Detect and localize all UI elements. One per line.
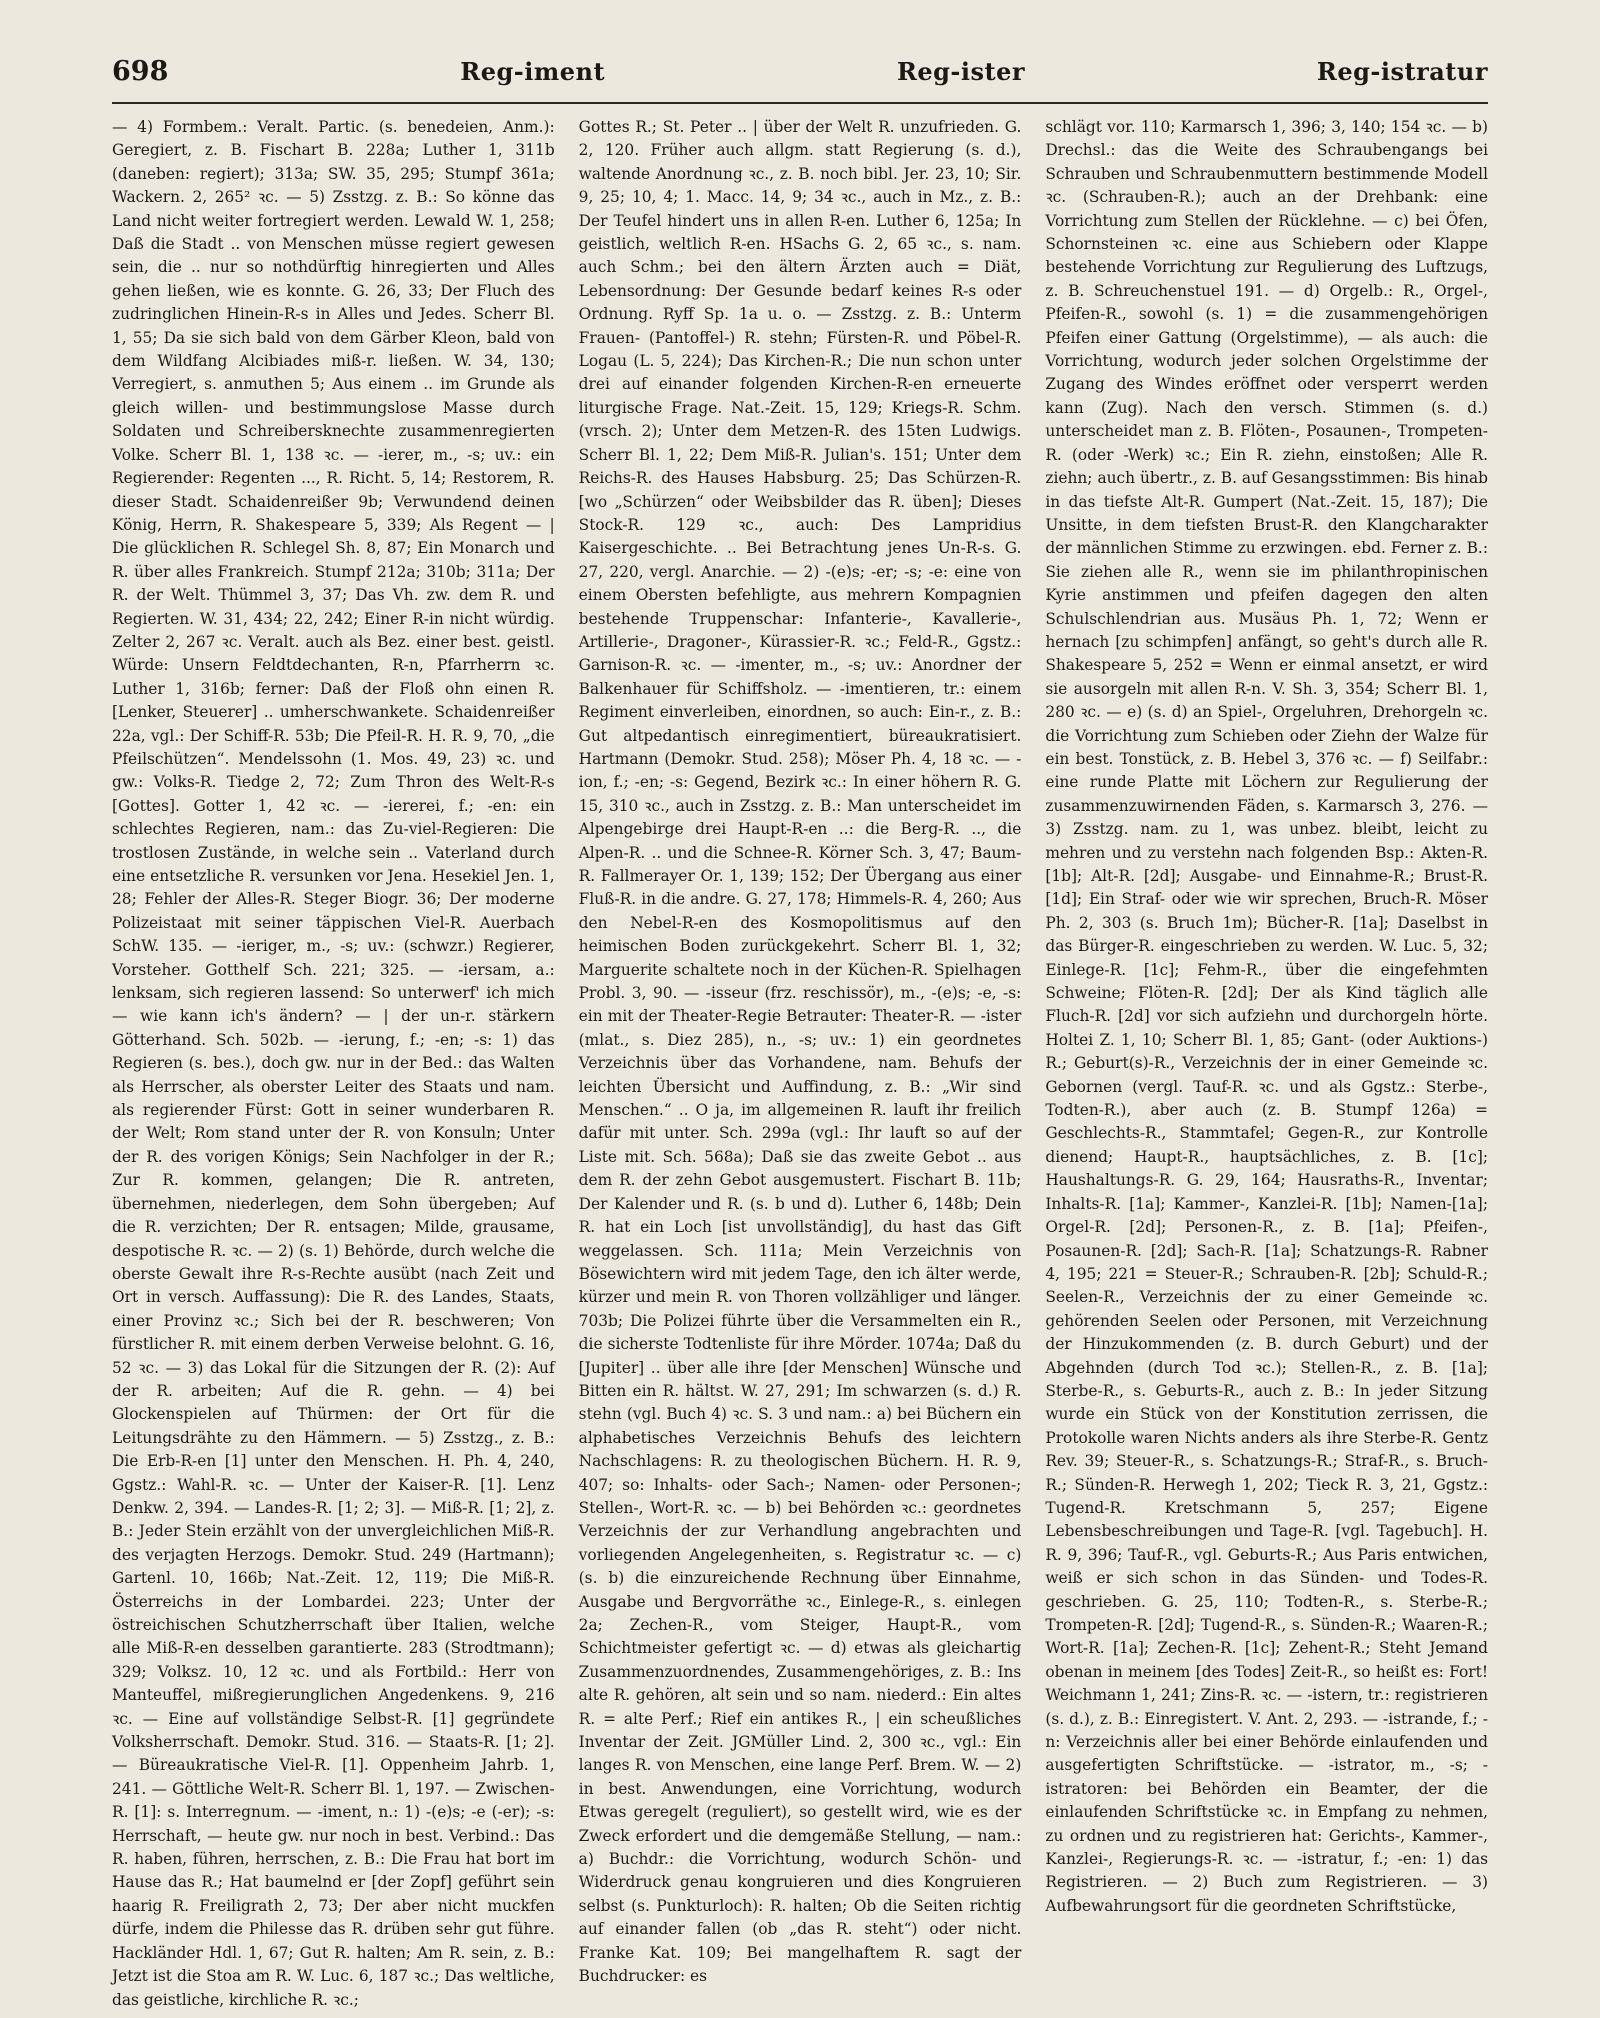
column-left xyxy=(112,116,555,2009)
page-number: 698 xyxy=(112,56,169,87)
column-middle-text: Gottes R.; St. Peter .. | über der Welt R. unzufrieden. G. 2, 120. Früher auch allgm. statt Regierung (s. d.), waltende Anordnung ꝛc., z. B. noch bibl. Jer. 23, 10; Sir. 9, 25; 10, 4; 1. Macc. 14, 9; 34 ꝛc., auch in Mz., z. B.: Der Teufel hindert uns in allen R-en. Luther 6, 125a; In geistlich, weltlich R-en. HSachs G. 2, 65 ꝛc., s. nam. auch Schm.; bei den ältern Ärzten auch = Diät, Lebensordnung: Der Gesunde bedarf keines R-s oder Ordnung. Ryff Sp. 1a u. o. — Zsstzg. z. B.: Unterm Frauen- (Pantoffel-) R. stehn; Fürsten-R. und Pöbel-R. Logau (L. 5, 224); Das Kirchen-R.; Die nun schon unter drei auf einander folgenden Kirchen-R-en erneuerte liturgische Frage. Nat.-Zeit. 15, 129; Kriegs-R. Schm. (vrsch. 2); Unter dem Metzen-R. des 15ten Ludwigs. Scherr Bl. 1, 22; Dem Miß-R. Julian's. 151; Unter dem Reichs-R. des Hauses Habsburg. 25; Das Schürzen-R. [wo „Schürzen“ oder Weibsbilder das R. üben]; Dieses Stock-R. 129 ꝛc., auch: Des Lampridius Kaisergeschichte. .. Bei Betrachtung jenes Un-R-s. G. 27, 220, vergl. Anarchie. — 2) -(e)s; -er; -s; -e: eine von einem Obersten befehligte, aus mehrern Kompagnien bestehende Truppenschar: Infanterie-, Kavallerie-, Artillerie-, Dragoner-, Kürassier-R. ꝛc.; Feld-R., Ggstz.: Garnison-R. ꝛc. — -imenter, m., -s; uv.: Anordner der Balkenhauer für Schiffsholz. — -imentieren, tr.: einem Regiment einverleiben, einordnen, so auch: Ein-r., z. B.: Gut altpedantisch einregimentiert, büreaukratisiert. Hartmann (Demokr. Stud. 258); Möser Ph. 4, 18 ꝛc. — -ion, f.; -en; -s: Gegend, Bezirk ꝛc.: In einer höhern R. G. 15, 310 ꝛc., auch in Zsstzg. z. B.: Man unterscheidet im Alpengebirge drei Haupt-R-en ..: die Berg-R. .., die Alpen-R. .. und die Schnee-R. Körner Sch. 3, 47; Baum-R. Fallmerayer Or. 1, 139; 152; Der Übergang aus einer Fluß-R. in die andre. G. 27, 178; Himmels-R. 4, 260; Aus den Nebel-R-en des Kosmopolitismus auf den heimischen Boden zurückgekehrt. Scherr Bl. 1, 32; Marguerite schaltete noch in der Küchen-R. Spielhagen Probl. 3, 90. — -isseur (frz. reschissör), m., -(e)s; -e, -s: ein mit der Theater-Regie Betrauter: Theater-R. — -ister (mlat., s. Diez 285), n., -s; uv.: 1) ein geordnetes Verzeichnis über das Vorhandene, nam. Behufs der leichten Übersicht und Auffindung, z. B.: „Wir sind Menschen.“ .. O ja, im allgemeinen R. lauft ihr freilich dafür mit unter. Sch. 299a (vgl.: Ihr lauft so auf der Liste mit. Sch. 568a); Daß sie das zweite Gebot .. aus dem R. der zehn Gebot ausgemustert. Fischart B. 11b; Der Kalender und R. (s. b und d). Luther 6, 148b; Dein R. hat ein Loch [ist unvollständig], du hast das Gift weggelassen. Sch. 111a; Mein Verzeichnis von Bösewichtern wird mit jedem Tage, den ich älter werde, kürzer und mein R. von Thoren vollzähliger und länger. 703b; Die Polizei führte über die Versammelten ein R., die sicherste Todtenliste für ihre Mörder. 1074a; Daß du [Jupiter] .. über alle ihre [der Menschen] Wünsche und Bitten ein R. hältst. W. 27, 291; Im schwarzen (s. d.) R. stehn (vgl. Buch 4) ꝛc. S. 3 und nam.: a) bei Büchern ein alphabetisches Verzeichnis Behufs des leichtern Nachschlagens: R. zu theologischen Büchern. H. R. 9, 407; so: Inhalts- oder Sach-; Namen- oder Personen-; Stellen-, Wort-R. ꝛc. — b) bei Behörden ꝛc.: geordnetes Verzeichnis der zur Verhandlung angebrachten und vorliegenden Angelegenheiten, s. Registratur ꝛc. — c) (s. b) die einzureichende Rechnung über Einnahme, Ausgabe und Bergvorräthe ꝛc., Einlege-R., s. einlegen 2a; Zechen-R., vom Steiger, Haupt-R., vom Schichtmeister gefertigt ꝛc. — d) etwas als gleichartig Zusammenzuordnendes, Zusammengehöriges, z. B.: Ins alte R. gehören, alt sein und so nam. niederd.: Ein altes R. = alte Perf.; Rief ein antikes R., | ein scheußliches Inventar der Zeit. JGMüller Lind. 2, 300 ꝛc., vgl.: Ein langes R. von Menschen, eine lange Perf. Brem. W. — 2) in best. Anwendungen, eine Vorrichtung, wodurch Etwas geregelt (reguliert), so gestellt wird, wie es der Zweck erfordert und die demgemäße Stellung, — nam.: a) Buchdr.: die Vorrichtung, wodurch Schön- und Widerdruck genau kongruieren und dies Kongruieren selbst (s. Punkturloch): R. halten; Ob die Seiten richtig auf einander fallen (ob „das R. steht“) oder nicht. Franke Kat. 109; Bei mangelhaftem R. sagt der Buchdrucker: es xyxy=(578,118,1022,1986)
page-header xyxy=(112,56,1488,104)
text-columns xyxy=(112,116,1489,2009)
column-left-text: — 4) Formbem.: Veralt. Partic. (s. benedeien, Anm.): Geregiert, z. B. Fischart B. 228a; Luther 1, 311b (daneben: regiert); 313a; SW. 35, 295; Stumpf 361a; Wackern. 2, 265² ꝛc. — 5) Zsstzg. z. B.: So könne das Land nicht weiter fortregiert werden. Lewald W. 1, 258; Daß die Stadt .. von Menschen müsse regiert gewesen sein, die .. nur so nothdürftig hinregierten und Alles gehen ließen, wie es konnte. G. 26, 33; Der Fluch des zudringlichen Hinein-R-s in Alles und Jedes. Scherr Bl. 1, 55; Da sie sich bald von dem Gärber Kleon, bald von dem Wildfang Alcibiades miß-r. ließen. W. 34, 130; Verregiert, s. anmuthen 5; Aus einem .. im Grunde als gleich willen- und bestimmungslose Masse durch Soldaten und Schreibersknechte zusammenregierten Volke. Scherr Bl. 1, 138 ꝛc. — -ierer, m., -s; uv.: ein Regierender: Regenten ..., R. Richt. 5, 14; Restorem, R. dieser Stadt. Schaidenreißer 9b; Verwundend deinen König, Herrn, R. Shakespeare 5, 339; Als Regent — | Die glücklichen R. Schlegel Sh. 8, 87; Ein Monarch und R. über alles Frankreich. Stumpf 212a; 310b; 311a; Der R. der Welt. Thümmel 3, 37; Das Vh. zw. dem R. und Regierten. W. 31, 434; 22, 242; Einer R-in nicht würdig. Zelter 2, 267 ꝛc. Veralt. auch als Bez. einer best. geistl. Würde: Unsern Feldtdechanten, R-n, Pfarrherrn ꝛc. Luther 1, 316b; ferner: Daß der Floß ohn einen R. [Lenker, Steuerer] .. umherschwankete. Schaidenreißer 22a, vgl.: Der Schiff-R. 53b; Die Pfeil-R. H. R. 9, 70, „die Pfeilschützen“. Mendelssohn (1. Mos. 49, 23) ꝛc. und gw.: Volks-R. Tiedge 2, 72; Zum Thron des Welt-R-s [Gottes]. Gotter 1, 42 ꝛc. — -iererei, f.; -en: ein schlechtes Regieren, nam.: das Zu-viel-Regieren: Die trostlosen Zustände, in welche sein .. Vaterland durch eine entsetzliche R. versunken vor Jena. Hesekiel Jen. 1, 28; Fehler der Alles-R. Steger Biogr. 36; Der moderne Polizeistaat mit seiner täppischen Viel-R. Auerbach SchW. 135. — -ieriger, m., -s; uv.: (schwzr.) Regierer, Vorsteher. Gotthelf Sch. 221; 325. — -iersam, a.: lenksam, sich regieren lassend: So unterwerf' ich mich — wie kann ich's ändern? — | der un-r. stärkern Götterhand. Sch. 502b. — -ierung, f.; -en; -s: 1) das Regieren (s. bes.), doch gw. nur in der Bed.: das Walten als Herrscher, als oberster Leiter des Staats und nam. als regierender Fürst: Gott in seiner wunderbaren R. der Welt; Rom stand unter der R. von Konsuln; Unter der R. des vorigen Königs; Sein Nachfolger in der R.; Zur R. kommen, gelangen; Die R. antreten, übernehmen, niederlegen, dem Sohn übergeben; Auf die R. verzichten; Der R. entsagen; Milde, grausame, despotische R. ꝛc. — 2) (s. 1) Behörde, durch welche die oberste Gewalt ihre R-s-Rechte ausübt (nach Zeit und Ort in versch. Auffassung): Die R. des Landes, Staats, einer Provinz ꝛc.; Sich bei der R. beschweren; Von fürstlicher R. mit einem derben Verweise belohnt. G. 16, 52 ꝛc. — 3) das Lokal für die Sitzungen der R. (2): Auf der R. arbeiten; Auf die R. gehn. — 4) bei Glockenspielen auf Thürmen: der Ort für die Leitungsdrähte zu den Hämmern. — 5) Zsstzg., z. B.: Die Erb-R-en [1] unter den Menschen. H. Ph. 4, 240, Ggstz.: Wahl-R. ꝛc. — Unter der Kaiser-R. [1]. Lenz Denkw. 2, 394. — Landes-R. [1; 2; 3]. — Miß-R. [1; 2], z. B.: Jeder Stein erzählt von der unvergleichlichen Miß-R. des verjagten Herzogs. Demokr. Stud. 249 (Hartmann); Gartenl. 10, 166b; Nat.-Zeit. 12, 119; Die Miß-R. Österreichs in der Lombardei. 223; Unter der östreichischen Schutzherrschaft über Italien, welche alle Miß-R-en desselben garantierte. 283 (Strodtmann); 329; Volksz. 10, 12 ꝛc. und als Fortbild.: Herr von Manteuffel, mißregierunglichen Angedenkens. 9, 216 ꝛc. — Eine auf vollständige Selbst-R. [1] gegründete Volksherrschaft. Demokr. Stud. 316. — Staats-R. [1; 2]. — Büreaukratische Viel-R. [1]. Oppenheim Jahrb. 1, 241. — Göttliche Welt-R. Scherr Bl. 1, 197. — Zwischen-R. [1]: s. Interregnum. — -iment, n.: 1) -(e)s; -e (-er); -s: Herrschaft, — heute gw. nur noch in best. Verbind.: Das R. haben, führen, herrschen, z. B.: Die Frau hat bort im Hause das R.; Hat baumelnd er [der Zopf] geführt sein haarig R. Freiligrath 2, 73; Der aber nicht muckfen dürfe, indem die Philesse das R. drüben sehr gut führe. Hackländer Hdl. 1, 67; Gut R. halten; Am R. sein, z. B.: Jetzt ist die Stoa am R. W. Luc. 6, 187 ꝛc.; Das weltliche, das geistliche, kirchliche R. ꝛc.; xyxy=(112,118,555,2009)
running-head-left: Reg-iment xyxy=(460,57,606,86)
running-head-right: Reg-istratur xyxy=(1316,57,1488,86)
column-middle xyxy=(578,116,1022,1986)
column-right xyxy=(1045,116,1488,1978)
running-head-center: Reg-ister xyxy=(896,57,1026,86)
column-right-text: schlägt vor. 110; Karmarsch 1, 396; 3, 140; 154 ꝛc. — b) Drechsl.: das die Weite des Schraubengangs bei Schrauben und Schraubenmuttern bestimmende Modell ꝛc. (Schrauben-R.); auch an der Drehbank: eine Vorrichtung zum Stellen der Rücklehne. — c) bei Öfen, Schornsteinen ꝛc. eine aus Schiebern oder Klappe bestehende Vorrichtung zur Regulierung des Luftzugs, z. B. Schreuchenstuel 191. — d) Orgelb.: R., Orgel-, Pfeifen-R., sowohl (s. 1) = die zusammengehörigen Pfeifen einer Gattung (Orgelstimme), — als auch: die Vorrichtung, wodurch jeder solchen Orgelstimme der Zugang des Windes eröffnet oder versperrt werden kann (Zug). Nach den versch. Stimmen (s. d.) unterscheidet man z. B. Flöten-, Posaunen-, Trompeten-R. (oder -Werk) ꝛc.; Ein R. ziehn, einstoßen; Alle R. ziehn; auch übertr., z. B. auf Gesangsstimmen: Bis hinab in das tiefste Alt-R. Gumpert (Nat.-Zeit. 15, 187); Die Unsitte, in dem tiefsten Brust-R. den Klangcharakter der männlichen Stimme zu erzwingen. ebd. Ferner z. B.: Sie ziehen alle R., wenn sie im philanthropinischen Kyrie anstimmen und pfeifen dagegen den alten Schulschlendrian aus. Musäus Ph. 1, 72; Wenn er hernach [zu schimpfen] anfängt, so geht's durch alle R. Shakespeare 5, 252 = Wenn er einmal ansetzt, er wird sie ausorgeln mit allen R-n. V. Sh. 3, 354; Scherr Bl. 1, 280 ꝛc. — e) (s. d) an Spiel-, Orgeluhren, Drehorgeln ꝛc. die Vorrichtung zum Schieben oder Ziehn der Walze für ein best. Tonstück, z. B. Hebel 3, 376 ꝛc. — f) Seilfabr.: eine runde Platte mit Löchern zur Regulierung der zusammenzuwirnenden Fäden, s. Karmarsch 3, 276. — 3) Zsstzg. nam. zu 1, was unbez. bleibt, leicht zu mehren und zu verstehn nach folgenden Bsp.: Akten-R. [1b]; Alt-R. [2d]; Ausgabe- und Einnahme-R.; Brust-R. [1d]; Ein Straf- oder wie wir sprechen, Bruch-R. Möser Ph. 2, 303 (s. Bruch 1m); Bücher-R. [1a]; Daselbst in das Bürger-R. eingeschrieben zu werden. W. Luc. 5, 32; Einlege-R. [1c]; Fehm-R., über die eingefehmten Schweine; Flöten-R. [2d]; Der als Kind täglich alle Fluch-R. [2d] vor sich aufziehn und durchorgeln hörte. Holtei Z. 1, 10; Scherr Bl. 1, 85; Gant- (oder Auktions-) R.; Geburt(s)-R., Verzeichnis der in einer Gemeinde ꝛc. Gebornen (vergl. Tauf-R. ꝛc. und als Ggstz.: Sterbe-, Todten-R.), aber auch (z. B. Stumpf 126a) = Geschlechts-R., Stammtafel; Gegen-R., zur Kontrolle dienend; Haupt-R., hauptsächliches, z. B. [1c]; Haushaltungs-R. G. 29, 164; Hausraths-R., Inventar; Inhalts-R. [1a]; Kammer-, Kanzlei-R. [1b]; Namen-[1a]; Orgel-R. [2d]; Personen-R., z. B. [1a]; Pfeifen-, Posaunen-R. [2d]; Sach-R. [1a]; Schatzungs-R. Rabner 4, 195; 221 = Steuer-R.; Schrauben-R. [2b]; Schuld-R.; Seelen-R., Verzeichnis der zu einer Gemeinde ꝛc. gehörenden Seelen oder Personen, mit Verzeichnung der Hinzukommenden (z. B. durch Geburt) und der Abgehnden (durch Tod ꝛc.); Stellen-R., z. B. [1a]; Sterbe-R., s. Geburts-R., auch z. B.: In jeder Sitzung wurde ein Stück von der Konstitution zerrissen, die Protokolle waren Nichts anders als ihre Sterbe-R. Gentz Rev. 39; Steuer-R., s. Schatzungs-R.; Straf-R., s. Bruch-R.; Sünden-R. Herwegh 1, 202; Tieck R. 3, 21, Ggstz.: Tugend-R. Kretschmann 5, 257; Eigene Lebensbeschreibungen und Tage-R. [vgl. Tagebuch]. H. R. 9, 396; Tauf-R., vgl. Geburts-R.; Aus Paris entwichen, weiß er sich schon in das Sünden- und Todes-R. geschrieben. G. 25, 110; Todten-R., s. Sterbe-R.; Trompeten-R. [2d]; Tugend-R., s. Sünden-R.; Waaren-R.; Wort-R. [1a]; Zechen-R. [1c]; Zehent-R.; Steht Jemand obenan in meinem [des Todes] Zeit-R., so heißt es: Fort! Weichmann 1, 241; Zins-R. ꝛc. — -istern, tr.: registrieren (s. d.), z. B.: Einregistert. V. Ant. 2, 293. — -istrande, f.; -n: Verzeichnis aller bei einer Behörde einlaufenden und ausgefertigten Schriftstücke. — -istrator, m., -s; -istratoren: bei Behörden ein Beamter, der die einlaufenden Schriftstücke ꝛc. in Empfang zu nehmen, zu ordnen und zu registrieren hat: Gerichts-, Kammer-, Kanzlei-, Regierungs-R. ꝛc. — -istratur, f.; -en: 1) das Registrieren. — 2) Buch zum Registrieren. — 3) Aufbewahrungsort für die geordneten Schriftstücke, xyxy=(1045,118,1489,1915)
